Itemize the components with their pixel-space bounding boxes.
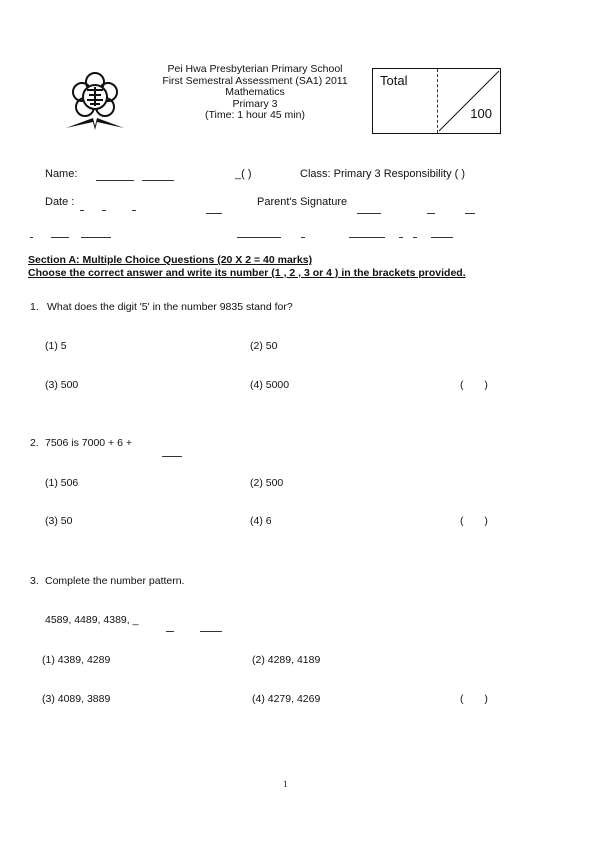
q2-option-3: (3) 50 (45, 515, 73, 527)
page-number: 1 (283, 779, 288, 789)
score-diagonal (437, 69, 501, 133)
parent-signature-label: Parent's Signature (257, 196, 348, 208)
class-label: Class: Primary 3 Responsibility ( ) (300, 168, 466, 180)
question-3-text: Complete the number pattern. (45, 575, 185, 587)
q1-option-3: (3) 500 (45, 379, 79, 391)
question-3-number: 3. (30, 575, 39, 587)
section-a-title: Section A: Multiple Choice Questions (20 X 2 = 40 marks) (28, 254, 313, 266)
q3-option-4: (4) 4279, 4269 (252, 693, 321, 705)
name-line-1[interactable] (96, 172, 134, 184)
name-line-2[interactable] (142, 172, 174, 184)
q3-option-3: (3) 4089, 3889 (42, 693, 111, 705)
q3-number-pattern: 4589, 4489, 4389, _ (45, 614, 139, 626)
question-1-text: What does the digit '5' in the number 9835 stand for? (47, 301, 293, 313)
exam-header (140, 64, 370, 122)
q2-answer-blank[interactable] (162, 448, 182, 460)
total-label: Total (380, 73, 408, 88)
subject: Mathematics (225, 86, 285, 98)
dotted-line (30, 229, 453, 241)
q3-option-1: (1) 4389, 4289 (42, 654, 111, 666)
q1-option-4: (4) 5000 (250, 379, 290, 391)
school-name: Pei Hwa Presbyterian Primary School (167, 63, 343, 75)
assessment-title: First Semestral Assessment (SA1) 2011 (162, 74, 348, 87)
q3-pattern-blank-2[interactable] (200, 623, 222, 635)
q1-option-2: (2) 50 (250, 340, 278, 352)
q1-option-1: (1) 5 (45, 340, 67, 352)
date-line-end[interactable] (206, 205, 222, 217)
q3-answer-bracket[interactable]: ( ) (460, 693, 488, 705)
section-a-instruction: Choose the correct answer and write its number (1 , 2 , 3 or 4 ) in the brackets provided. (28, 267, 466, 279)
signature-line[interactable] (357, 205, 475, 217)
question-2-number: 2. (30, 437, 39, 449)
question-1-number: 1. (30, 301, 39, 313)
total-score-box (372, 68, 501, 134)
level: Primary 3 (232, 97, 278, 110)
q2-option-4: (4) 6 (250, 515, 272, 527)
q2-option-1: (1) 506 (45, 477, 79, 489)
total-max: 100 (470, 106, 492, 121)
date-label: Date : (45, 196, 75, 208)
q2-answer-bracket[interactable]: ( ) (460, 515, 488, 527)
q2-option-2: (2) 500 (250, 477, 284, 489)
q1-answer-bracket[interactable]: ( ) (460, 379, 488, 391)
name-label: Name: (45, 168, 78, 180)
q3-pattern-blank-1[interactable] (166, 623, 174, 635)
duration: (Time: 1 hour 45 min) (205, 109, 305, 121)
register-number-bracket[interactable]: _( ) (235, 168, 252, 180)
q3-option-2: (2) 4289, 4189 (252, 654, 321, 666)
school-logo (60, 66, 130, 132)
date-line[interactable] (80, 202, 136, 214)
question-2-text: 7506 is 7000 + 6 + (45, 437, 132, 449)
